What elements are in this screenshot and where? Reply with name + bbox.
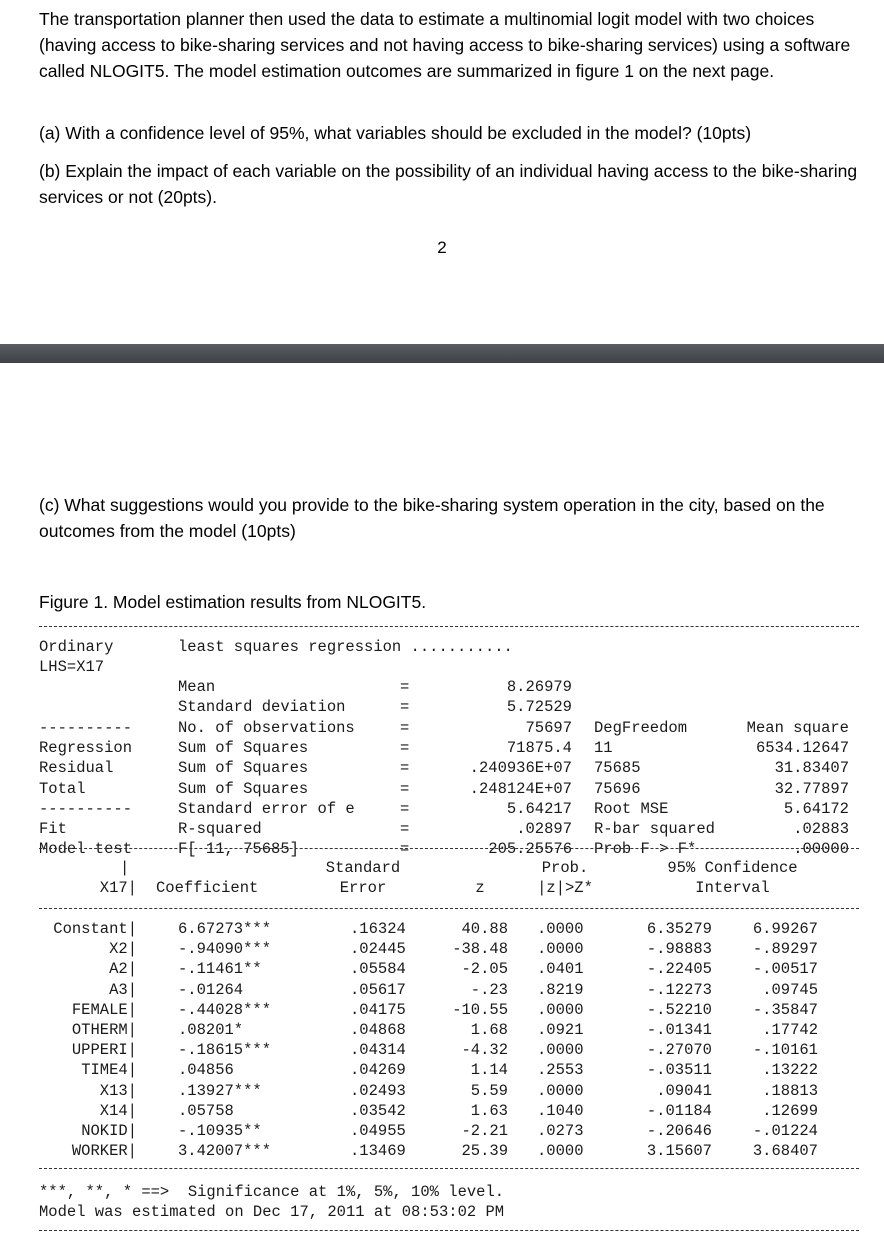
summary-row-equals: = [400, 698, 410, 717]
question-c: (c) What suggestions would you provide to the bike-sharing system operation in the city, based on the outcomes from the model (10pts) [39, 495, 825, 541]
table-row-z: 1.68 [470, 1021, 508, 1039]
summary-row-extra-label: 11 [594, 738, 613, 757]
table-row-variable: WORKER| [71, 1142, 137, 1161]
table-row-std-error: .05584 [350, 960, 406, 979]
table-row-prob: .0921 [537, 1021, 584, 1039]
table-row-ci-low: .09041 [656, 1081, 712, 1100]
separator-line [39, 626, 859, 627]
column-header-se: Standard [325, 859, 401, 877]
table-row-prob: .0000 [537, 1081, 584, 1100]
table-row-z: 25.39 [461, 1142, 508, 1161]
table-row-ci-high: 3.68407 [752, 1142, 818, 1161]
table-row-z: 1.63 [470, 1101, 508, 1120]
column-header-z: z [475, 879, 485, 897]
output-header-lhs: LHS=X17 [39, 658, 105, 676]
table-row-std-error: .04868 [350, 1021, 406, 1039]
table-row-variable: TIME4| [81, 1061, 137, 1080]
table-row-z: 1.14 [470, 1061, 508, 1080]
table-row-ci-low: -.12273 [646, 980, 712, 999]
table-row-coefficient: 3.42007*** [178, 1142, 272, 1161]
table-row-ci-high: 6.99267 [752, 920, 818, 938]
summary-row-equals: = [400, 718, 410, 737]
table-row-ci-high: .13222 [762, 1061, 818, 1080]
table-row-prob: .2553 [537, 1061, 584, 1080]
table-row-z: -38.48 [452, 940, 508, 959]
table-row-ci-low: 3.15607 [646, 1142, 712, 1161]
table-row-ci-low: -.27070 [646, 1041, 712, 1060]
summary-row-equals: = [400, 738, 410, 757]
separator-line [39, 848, 859, 849]
summary-row-label: Standard error of e [178, 799, 355, 818]
table-row-variable: X2| [109, 940, 137, 959]
table-row-z: 40.88 [461, 920, 508, 938]
column-header-coef: Coefficient [156, 879, 259, 897]
summary-row-extra-label: R-bar squared [594, 820, 715, 839]
column-header-pz: |z|>Z* [537, 879, 593, 897]
column-header-error: Error [339, 879, 387, 897]
table-row-variable: X13| [99, 1081, 137, 1100]
table-row-std-error: .02493 [350, 1081, 406, 1100]
table-row-ci-high: .12699 [762, 1101, 818, 1120]
table-row-ci-high: .09745 [762, 980, 818, 999]
summary-row-extra-label: 75685 [594, 759, 641, 778]
summary-row-left: Fit [39, 820, 67, 839]
summary-row-value: 75697 [525, 718, 572, 737]
summary-row-equals: = [400, 840, 410, 859]
table-row-ci-low: -.03511 [646, 1061, 712, 1080]
table-row-ci-low: -.22405 [646, 960, 712, 979]
table-row-ci-high: .18813 [762, 1081, 818, 1100]
summary-row-equals: = [400, 779, 410, 798]
table-row-std-error: .16324 [350, 920, 406, 938]
table-row-variable: NOKID| [81, 1122, 137, 1140]
table-row-coefficient: .13927*** [178, 1081, 262, 1100]
summary-row-extra-value: .02883 [793, 820, 849, 839]
summary-row-extra-label: Root MSE [594, 799, 669, 818]
column-header-interval: Interval [695, 879, 770, 897]
summary-row-equals: = [400, 678, 410, 696]
table-row-prob: .1040 [537, 1101, 584, 1120]
table-row-std-error: .05617 [350, 980, 406, 999]
summary-row-extra-value: 5.64172 [783, 799, 849, 818]
column-header-ci: 95% Confidence [667, 859, 798, 877]
summary-row-value: .240936E+07 [469, 759, 572, 778]
table-row-prob: .0401 [537, 960, 584, 979]
table-row-variable: UPPERI| [71, 1041, 137, 1060]
summary-row-equals: = [400, 799, 410, 818]
summary-row-left: Model test [39, 840, 133, 859]
summary-row-label: Sum of Squares [178, 738, 309, 757]
table-row-z: 5.59 [470, 1081, 508, 1100]
intro-paragraph: The transportation planner then used the data to estimate a multinomial logit model with two choices (having access to bike-sharing services and not having access to bike-sharing services) using a software called NLOGIT5. The model estimation outcomes are summarized in figure 1 on the next page. [39, 9, 851, 81]
question-a: (a) With a confidence level of 95%, what variables should be excluded in the model? (10pts) [39, 123, 752, 143]
table-row-std-error: .03542 [350, 1101, 406, 1120]
output-header-ordinary: Ordinary [39, 638, 114, 656]
figure-caption: Figure 1. Model estimation results from NLOGIT5. [39, 592, 427, 612]
table-row-variable: A2| [109, 960, 137, 979]
table-row-ci-low: -.01341 [646, 1021, 712, 1039]
table-row-prob: .8219 [537, 980, 584, 999]
summary-row-value: 8.26979 [506, 678, 572, 696]
summary-row-extra-value: .00000 [793, 840, 849, 859]
table-row-variable: OTHERM| [71, 1021, 137, 1039]
summary-row-label: Standard deviation [178, 698, 346, 717]
significance-footnote: ***, **, * ==> Significance at 1%, 5%, 10% level. [39, 1183, 505, 1201]
summary-row-label: F[ 11, 75685] [178, 840, 299, 859]
summary-row-value: 5.72529 [506, 698, 572, 717]
table-row-std-error: .04314 [350, 1041, 406, 1060]
summary-row-extra-value: 6534.12647 [755, 738, 849, 757]
output-header-method: least squares regression ........... [178, 638, 513, 656]
table-row-std-error: .02445 [350, 940, 406, 959]
table-row-prob: .0000 [537, 1142, 584, 1161]
table-row-prob: .0000 [537, 920, 584, 938]
summary-row-left: Regression [39, 738, 133, 757]
table-row-ci-high: -.10161 [752, 1041, 818, 1060]
table-row-prob: .0273 [537, 1122, 584, 1140]
table-row-z: -2.21 [461, 1122, 508, 1140]
summary-row-extra-value: 31.83407 [774, 759, 849, 778]
summary-row-left: Residual [39, 759, 114, 778]
table-row-std-error: .13469 [350, 1142, 406, 1161]
table-row-coefficient: -.01264 [178, 980, 244, 999]
table-row-prob: .0000 [537, 1041, 584, 1060]
table-row-coefficient: -.18615*** [178, 1041, 272, 1060]
table-row-coefficient: -.94090*** [178, 940, 272, 959]
table-row-ci-low: -.52210 [646, 1000, 712, 1019]
table-row-coefficient: .04856 [178, 1061, 234, 1080]
table-row-prob: .0000 [537, 940, 584, 959]
table-row-coefficient: -.44028*** [178, 1000, 272, 1019]
table-row-variable: X14| [99, 1101, 137, 1120]
summary-row-value: 71875.4 [506, 738, 572, 757]
table-row-coefficient: -.11461** [178, 960, 262, 979]
table-row-ci-high: .17742 [762, 1021, 818, 1039]
table-row-ci-high: -.00517 [752, 960, 818, 979]
summary-row-value: 5.64217 [506, 799, 572, 818]
summary-row-value: 205.25576 [488, 840, 572, 859]
table-row-std-error: .04955 [350, 1122, 406, 1140]
summary-row-extra-label: 75696 [594, 779, 641, 798]
table-row-std-error: .04269 [350, 1061, 406, 1080]
table-row-z: -4.32 [461, 1041, 508, 1060]
estimation-footnote: Model was estimated on Dec 17, 2011 at 08:53:02 PM [39, 1203, 505, 1221]
table-row-ci-low: -.98883 [646, 940, 712, 959]
summary-row-value: .02897 [516, 820, 572, 839]
table-row-coefficient: 6.67273*** [178, 920, 272, 938]
table-row-ci-low: 6.35279 [646, 920, 712, 938]
table-row-variable: Constant| [53, 920, 137, 938]
table-row-coefficient: -.10935** [178, 1122, 262, 1140]
table-row-coefficient: .08201* [178, 1021, 244, 1039]
table-row-z: -.23 [470, 980, 508, 999]
summary-row-left: ---------- [39, 718, 133, 737]
column-divider: | [120, 859, 130, 877]
table-row-std-error: .04175 [350, 1000, 406, 1019]
summary-row-label: Sum of Squares [178, 779, 309, 798]
page-break-divider [0, 344, 884, 363]
column-header-var: X17| [99, 879, 137, 897]
table-row-ci-low: -.20646 [646, 1122, 712, 1140]
summary-row-label: Mean [178, 678, 216, 696]
summary-row-value: .248124E+07 [469, 779, 572, 798]
table-row-z: -10.55 [452, 1000, 508, 1019]
page-number: 2 [437, 238, 447, 257]
table-row-variable: A3| [109, 980, 137, 999]
summary-row-extra-value: 32.77897 [774, 779, 849, 798]
table-row-ci-low: -.01184 [646, 1101, 712, 1120]
separator-line [39, 1230, 859, 1231]
summary-row-left: ---------- [39, 799, 133, 818]
summary-row-label: Sum of Squares [178, 759, 309, 778]
table-row-variable: FEMALE| [71, 1000, 137, 1019]
summary-row-extra-label: DegFreedom [594, 718, 688, 737]
question-b: (b) Explain the impact of each variable on the possibility of an individual having access to the bike-sharing services or not (20pts). [39, 161, 858, 207]
table-row-z: -2.05 [461, 960, 508, 979]
summary-row-equals: = [400, 759, 410, 778]
separator-line [39, 908, 859, 909]
summary-row-equals: = [400, 820, 410, 839]
separator-line [39, 1168, 859, 1169]
column-header-prob: Prob. [541, 859, 589, 877]
table-row-coefficient: .05758 [178, 1101, 234, 1120]
summary-row-label: No. of observations [178, 718, 355, 737]
table-row-prob: .0000 [537, 1000, 584, 1019]
summary-row-label: R-squared [178, 820, 262, 839]
table-row-ci-high: -.35847 [752, 1000, 818, 1019]
table-row-ci-high: -.01224 [752, 1122, 818, 1140]
summary-row-extra-value: Mean square [746, 718, 849, 737]
summary-row-extra-label: Prob F > F* [594, 840, 697, 859]
table-row-ci-high: -.89297 [752, 940, 818, 959]
summary-row-left: Total [39, 779, 86, 798]
